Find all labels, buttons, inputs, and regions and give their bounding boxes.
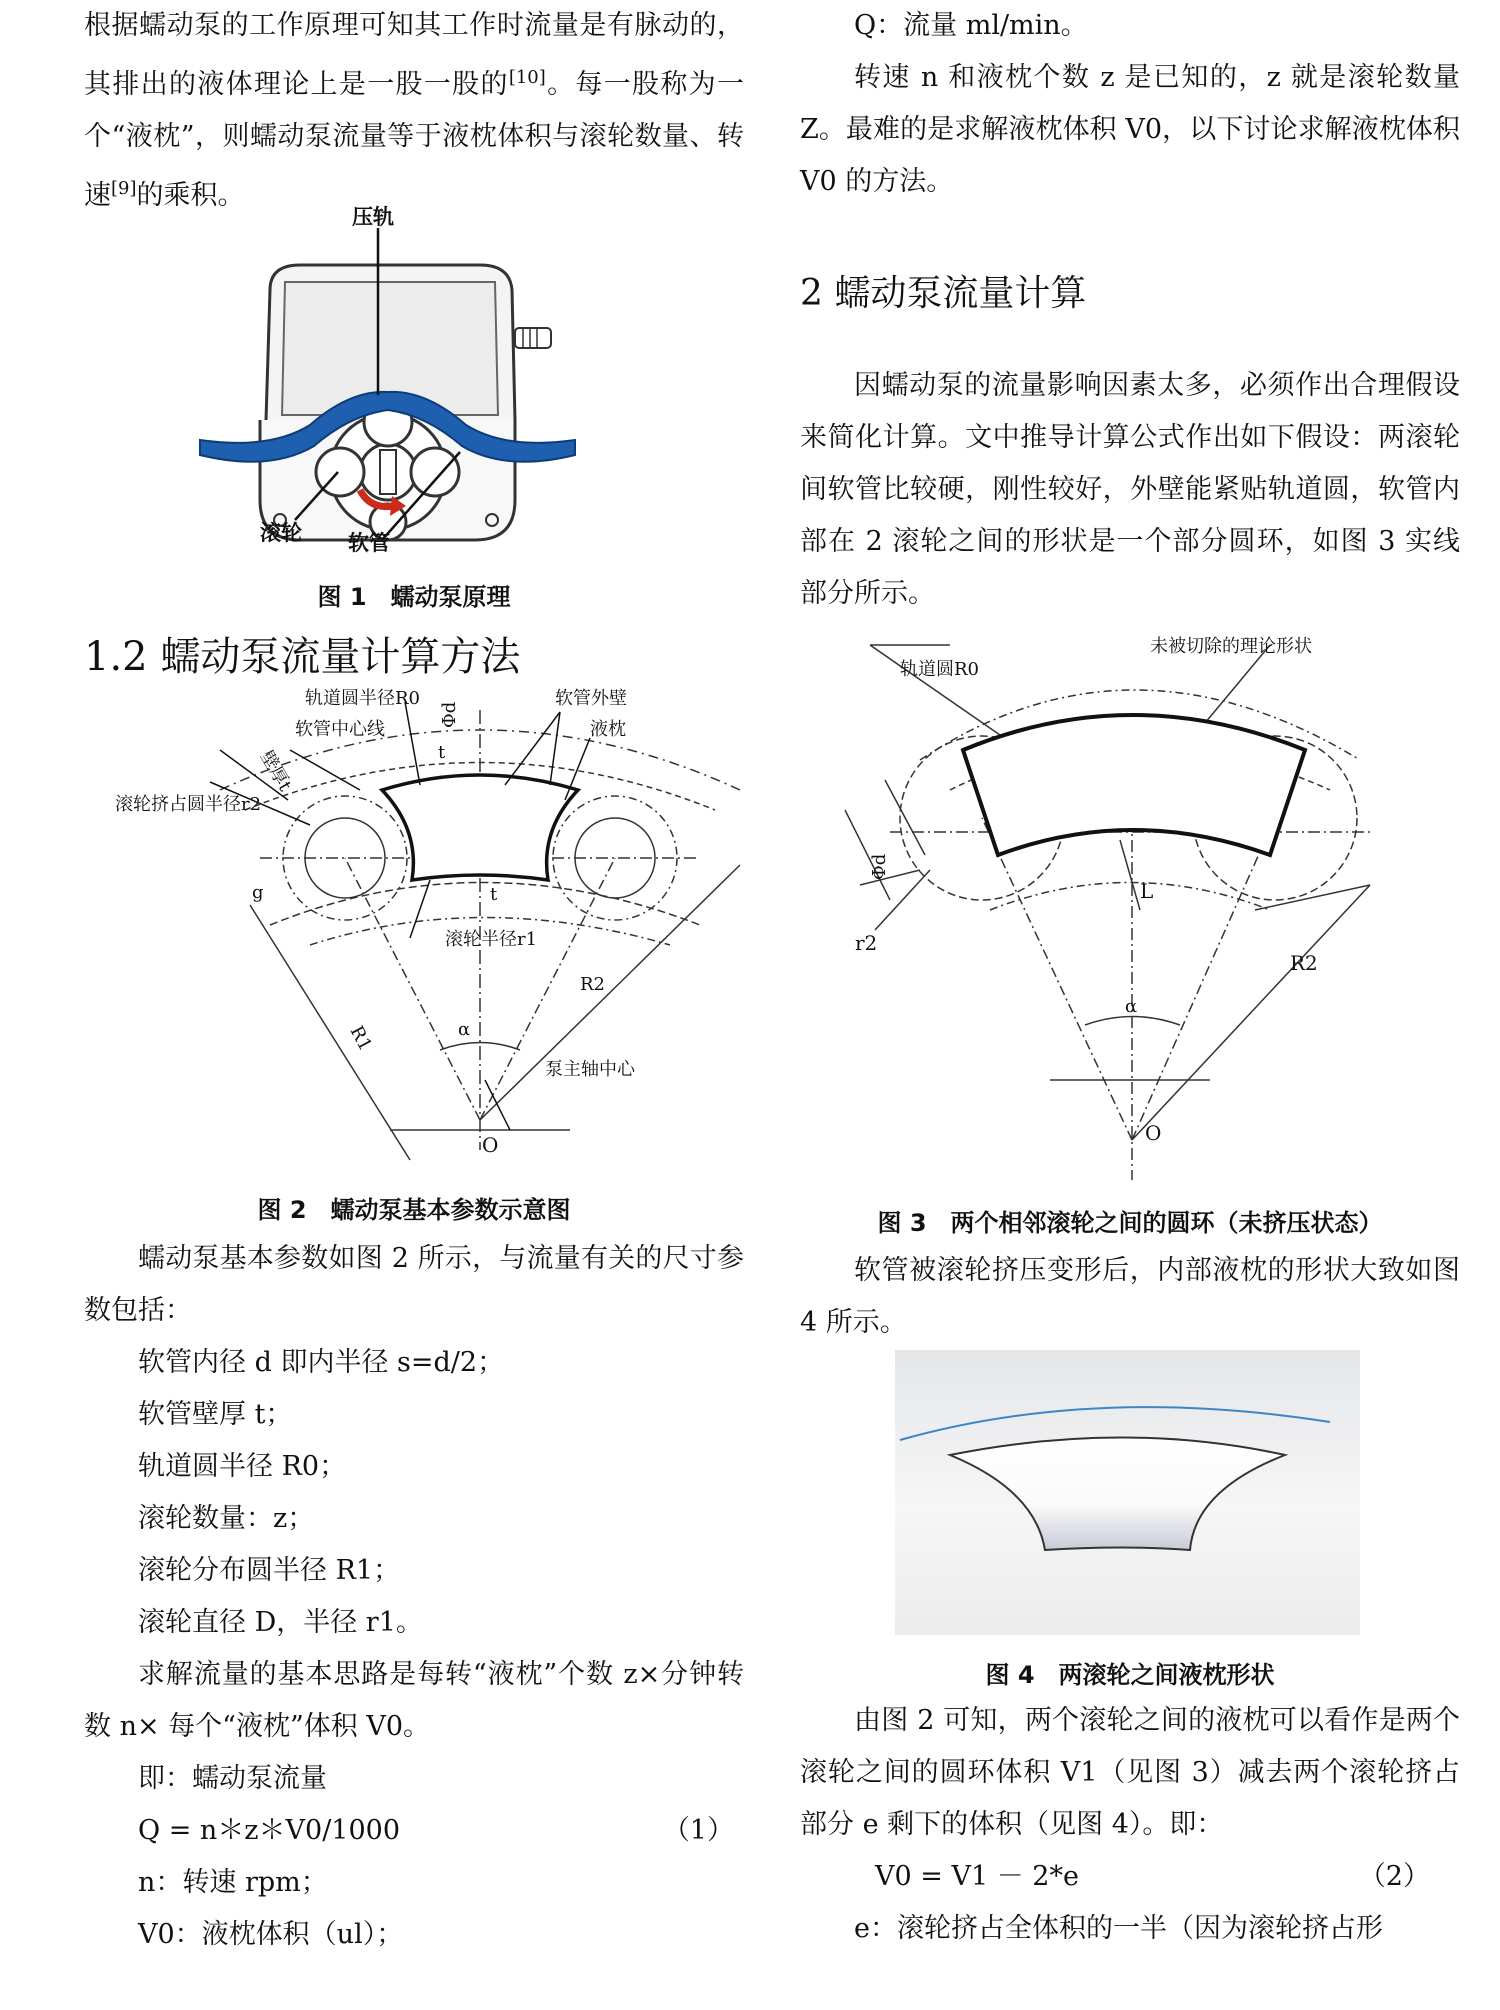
equation-1 <box>84 1805 744 1857</box>
figure-2-parameters <box>110 690 730 1160</box>
fig2-label-alpha: α <box>458 1019 471 1040</box>
figure-4-image <box>895 1350 1360 1635</box>
right-paragraph-4: 由图 2 可知，两个滚轮之间的液枕可以看作是两个滚轮之间的圆环体积 V1（见图 3）减去两个滚轮挤占部分 e 剩下的体积（见图 4）。即： <box>800 1705 1460 1840</box>
equation-2 <box>800 1851 1460 1903</box>
intro-text-c: 的乘积。 <box>136 180 245 211</box>
param-3: 滚轮数量：z； <box>138 1503 315 1534</box>
intro-text-b: 。每一股称为一个“液枕”，则蠕动泵流量等于液枕体积与滚轮数量、转速 <box>84 69 745 211</box>
definition-q: Q：流量 ml/min。 <box>854 10 1088 41</box>
fig2-label-tube-outer: 软管外壁 <box>555 688 627 709</box>
equation-2-number: （2） <box>1358 1861 1430 1892</box>
right-column-top <box>800 0 1460 208</box>
right-paragraph-4-block <box>800 1695 1460 1955</box>
fig3-label-alpha: α <box>1125 996 1138 1017</box>
fig2-label-o: O <box>482 1133 499 1157</box>
fig2-label-roller-radius: 滚轮半径r1 <box>445 929 538 950</box>
figure-3-caption: 图 3 两个相邻滚轮之间的圆环（未挤压状态） <box>877 1209 1383 1237</box>
fig2-label-r1: R1 <box>345 1022 376 1055</box>
figure-3-annulus <box>850 636 1410 1200</box>
fig1-label-roller: 滚轮 <box>260 521 302 545</box>
fig2-label-pump-center: 泵主轴中心 <box>545 1059 635 1080</box>
fig2-label-phi-d: Φd <box>439 701 460 728</box>
definition-v0: V0：液枕体积（ul）； <box>138 1919 404 1950</box>
figure-1-pump-principle <box>230 205 550 570</box>
right-paragraph-2: 因蠕动泵的流量影响因素太多，必须作出合理假设来简化计算。文中推导计算公式作出如下假设：两滚轮间软管比较硬，刚性较好，外壁能紧贴轨道圆，软管内部在 2 滚轮之间的形状是一个部分圆环，如图 3 实线部分所示。 <box>800 370 1460 609</box>
fig2-label-wall: 壁厚t <box>255 747 296 795</box>
figure-2-caption: 图 2 蠕动泵基本参数示意图 <box>257 1196 571 1224</box>
fig2-label-pillow: 液枕 <box>590 719 626 740</box>
section-2-heading: 2 蠕动泵流量计算 <box>800 273 1087 314</box>
figure-4-caption: 图 4 两滚轮之间液枕形状 <box>985 1661 1275 1689</box>
param-1: 软管壁厚 t； <box>138 1399 293 1430</box>
definition-n: n：转速 rpm； <box>138 1867 328 1898</box>
fig3-label-theory-shape: 未被切除的理论形状 <box>1150 636 1312 657</box>
fig3-label-phi-d: Φd <box>869 853 890 880</box>
intro-paragraph <box>84 0 744 222</box>
equation-1-body: Q = n＊z＊V0/1000 <box>138 1815 401 1846</box>
equation-1-number: （1） <box>662 1815 734 1846</box>
figure-1-caption: 图 1 蠕动泵原理 <box>317 583 511 611</box>
citation-10: [10] <box>508 67 546 88</box>
fig1-label-rail: 压轨 <box>352 205 394 229</box>
fig2-label-tube-center: 软管中心线 <box>295 719 385 740</box>
fig2-label-r2: R2 <box>580 974 606 995</box>
fig3-label-l: L <box>1140 879 1154 903</box>
fig2-label-t-bottom: t <box>490 884 498 905</box>
basic-idea: 求解流量的基本思路是每转“液枕”个数 z×分钟转数 n× 每个“液枕”体积 V0。 <box>84 1659 744 1742</box>
right-paragraph-3-block <box>800 1245 1460 1349</box>
fig2-label-track-radius: 轨道圆半径R0 <box>305 688 421 709</box>
definition-e: e：滚轮挤占全体积的一半（因为滚轮挤占形 <box>854 1913 1383 1944</box>
right-paragraph-1: 转速 n 和液枕个数 z 是已知的，z 就是滚轮数量 Z。最难的是求解液枕体积 V0，以下讨论求解液枕体积 V0 的方法。 <box>800 62 1460 197</box>
right-paragraph-3: 软管被滚轮挤压变形后，内部液枕的形状大致如图 4 所示。 <box>800 1255 1460 1338</box>
fig3-label-o: O <box>1145 1121 1162 1145</box>
section-1-2-heading: 1.2 蠕动泵流量计算方法 <box>84 634 521 680</box>
that-is: 即：蠕动泵流量 <box>138 1763 327 1794</box>
intro-text-a: 根据蠕动泵的工作原理可知其工作时流量是有脉动的，其排出的液体理论上是一股一股的 <box>84 10 744 100</box>
fig2-label-t-top: t <box>438 742 446 763</box>
param-2: 轨道圆半径 R0； <box>138 1451 347 1482</box>
fig2-label-roller-occupy: 滚轮挤占圆半径r2 <box>115 794 262 815</box>
fig2-label-g: g <box>252 882 264 903</box>
fig3-label-track: 轨道圆R0 <box>900 659 980 680</box>
param-0: 软管内径 d 即内半径 s=d/2； <box>138 1347 505 1378</box>
right-paragraph-2-block <box>800 360 1460 620</box>
fig1-label-tube: 软管 <box>348 531 390 555</box>
params-intro: 蠕动泵基本参数如图 2 所示，与流量有关的尺寸参数包括： <box>84 1243 744 1326</box>
param-5: 滚轮直径 D，半径 r1。 <box>138 1607 423 1638</box>
params-block <box>84 1233 744 1961</box>
citation-9: [9] <box>111 178 137 199</box>
param-4: 滚轮分布圆半径 R1； <box>138 1555 401 1586</box>
equation-2-body: V0 = V1 － 2*e <box>875 1861 1079 1892</box>
fig3-label-r2-big: R2 <box>1290 951 1318 975</box>
fig3-label-r2-small: r2 <box>855 931 878 955</box>
